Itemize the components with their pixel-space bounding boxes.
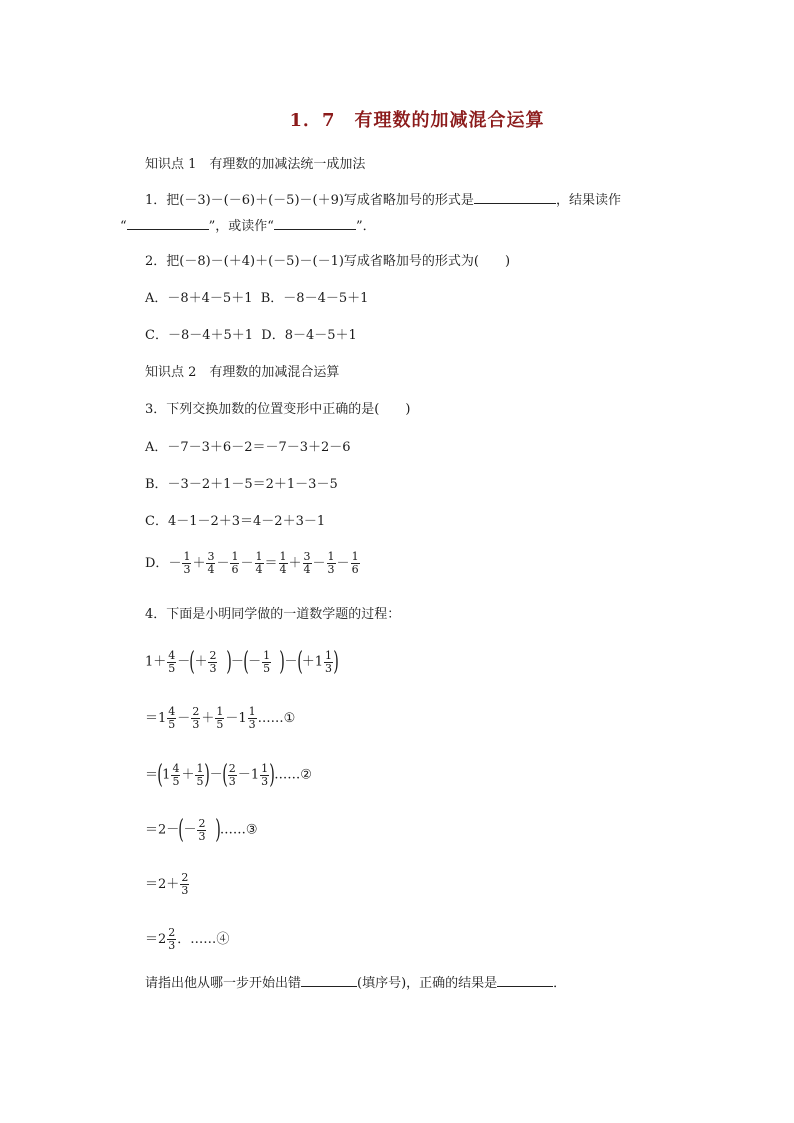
q4-question-end: ． [553, 976, 567, 991]
q4-step-2: ＝(1 $\frac{4}{5}$ ＋ $\frac{1}{5}$ )－( $\frac{2}{3}$ －1 $\frac{1}{3}$ )……② [145, 760, 312, 790]
q4-expression: 1＋ $\frac{4}{5}$ －(＋ $\frac{2}{3}$ )－(－ $\frac{1}{5}$ )－(＋1 $\frac{1}{3}$ ) [145, 647, 339, 677]
equals-sign: ＝ [264, 556, 278, 571]
fraction: $\frac{2}{3}$ [228, 761, 236, 788]
question-2-stem: 2．把(－8)－(＋4)＋(－5)－(－1)写成省略加号的形式为( ) [145, 254, 511, 269]
q2-option-a[interactable]: A．－8＋4－5＋1 [145, 291, 253, 306]
fraction: $\frac{3}{4}$ [303, 550, 311, 576]
q3-option-d-label: D． [145, 556, 169, 571]
q4-result-blank[interactable] [497, 974, 553, 987]
q4-step-4b: ＝2 $\frac{2}{3}$ ．……④ [145, 926, 230, 952]
fraction: $\frac{1}{3}$ [327, 550, 335, 576]
fraction: $\frac{1}{5}$ [263, 648, 271, 675]
question-1-line-2 [120, 217, 376, 236]
fraction: $\frac{1}{5}$ [196, 761, 204, 788]
minus-sign: － [312, 556, 326, 571]
plus-sign: ＋ [192, 556, 206, 571]
fraction: $\frac{2}{3}$ [168, 926, 176, 952]
fraction: $\frac{1}{3}$ [261, 761, 269, 788]
question-2-options-ab [145, 290, 368, 308]
minus-sign: － [336, 556, 350, 571]
q2-option-c[interactable]: C．－8－4＋5＋1 [145, 328, 254, 343]
q3-option-c[interactable]: C．4－1－2＋3＝4－2＋3－1 [145, 514, 326, 529]
fraction: $\frac{2}{3}$ [209, 648, 217, 675]
q3-option-d-expression [168, 551, 360, 576]
q4-step-1: ＝1 $\frac{4}{5}$ － $\frac{2}{3}$ ＋ $\frac{1}{5}$ －1 $\frac{1}{3}$ ……① [145, 705, 296, 731]
fraction: $\frac{1}{3}$ [324, 648, 332, 675]
fraction: $\frac{1}{5}$ [216, 705, 224, 731]
fraction: $\frac{4}{5}$ [172, 761, 180, 788]
q1-text: 1．把(－3)－(－6)＋(－5)－(＋9)写成省略加号的形式是 [145, 193, 474, 208]
q3-option-d[interactable] [145, 551, 361, 576]
fraction: $\frac{4}{5}$ [168, 705, 176, 731]
step-marker-4: ④ [216, 932, 230, 947]
page-title: 1．7 有理数的加减混合运算 [289, 110, 545, 131]
fraction: $\frac{4}{5}$ [168, 648, 176, 675]
fraction: $\frac{1}{6}$ [231, 550, 239, 576]
q1-text: ”． [355, 219, 376, 234]
minus-sign: － [216, 556, 230, 571]
q4-question-text: 请指出他从哪一步开始出错 [145, 976, 302, 991]
q3-option-b[interactable]: B．－3－2＋1－5＝2＋1－3－5 [145, 477, 338, 492]
fraction: $\frac{2}{3}$ [192, 705, 200, 731]
knowledge-point-1-heading: 知识点 1 有理数的加减法统一成加法 [145, 157, 366, 172]
q2-option-d[interactable]: D．8－4－5＋1 [261, 328, 357, 343]
q1-text: ，结果读作 [555, 193, 621, 208]
plus-sign: ＋ [288, 556, 302, 571]
q1-text: ”，或读作“ [208, 219, 274, 234]
q3-option-a[interactable]: A．－7－3＋6－2＝－7－3＋2－6 [145, 440, 351, 455]
q4-step-3: ＝2－(－ $\frac{2}{3}$ )……③ [145, 815, 258, 845]
q2-option-b[interactable]: B．－8－4－5＋1 [260, 291, 369, 306]
question-1-line-1 [145, 191, 621, 210]
step-marker-3: ③ [245, 822, 258, 838]
knowledge-point-2-heading: 知识点 2 有理数的加减混合运算 [145, 365, 340, 380]
question-4-stem: 4．下面是小明同学做的一道数学题的过程： [145, 607, 401, 622]
fraction: $\frac{1}{3}$ [248, 705, 256, 731]
fraction: $\frac{1}{4}$ [255, 550, 263, 576]
fraction: $\frac{1}{3}$ [183, 550, 191, 576]
step-marker-2: ② [300, 767, 312, 783]
fraction: $\frac{2}{3}$ [198, 816, 206, 843]
fraction: $\frac{1}{6}$ [351, 550, 359, 576]
step-marker-1: ① [283, 711, 296, 726]
q1-answer-blank-1[interactable] [474, 191, 556, 204]
q1-answer-blank-3[interactable] [274, 217, 356, 230]
minus-sign: － [240, 556, 254, 571]
fraction: $\frac{3}{4}$ [207, 550, 215, 576]
q1-answer-blank-2[interactable] [127, 217, 209, 230]
question-2-options-cd [145, 327, 357, 345]
minus-sign: － [168, 556, 182, 571]
fraction: $\frac{2}{3}$ [181, 871, 189, 897]
question-3-stem: 3．下列交换加数的位置变形中正确的是( ) [145, 402, 411, 417]
q1-quote-open: “ [120, 219, 127, 234]
fraction: $\frac{1}{4}$ [279, 550, 287, 576]
q4-question [145, 974, 566, 993]
q4-step-blank[interactable] [301, 974, 357, 987]
q4-step-4a: ＝2＋ $\frac{2}{3}$ [145, 871, 189, 897]
q4-question-text: (填序号)，正确的结果是 [357, 976, 498, 991]
